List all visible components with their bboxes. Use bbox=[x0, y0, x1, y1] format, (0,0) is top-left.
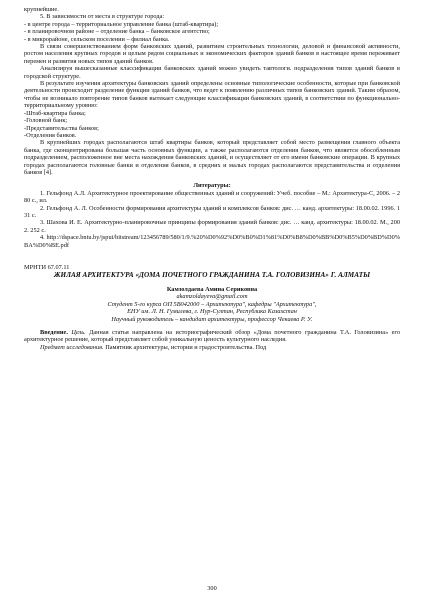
list-item: - в планировочном районе – отделение банка – банковское агентство; bbox=[24, 28, 210, 36]
reference-item: 2. Гельфонд А. Л. Особенности формирования архитектуры зданий и комплексов банков: дис. … канд. архитектуры: 18.00.02. 1996. 131 с. bbox=[24, 204, 400, 219]
intro-text: Данная статья направлена на историографический обзор «Дома почетного гражданина Т.А. Головизина» его архитектурное решение, который представляет собой уникальную ценость культурного наследия. bbox=[24, 329, 400, 344]
reference-item: 3. Шахова И. Е. Архитектурно-планировочные принципы формирования зданий банков: дис. … канд. архитектуры: 18.00.02. М., 2002. 252 с. bbox=[24, 219, 400, 234]
subject-label: Предмет исследования. bbox=[40, 343, 104, 351]
affiliation-line: Студент 5-го курса ОП 5В042000 – Архитектура", кафедры "Архитектура", bbox=[107, 300, 317, 308]
author-email: akamzoldayeva@gmail.com bbox=[176, 293, 248, 301]
intro-goal-label: Цель. bbox=[71, 329, 86, 337]
subject-paragraph bbox=[24, 344, 400, 351]
page-number: 300 bbox=[207, 585, 217, 592]
list-item: -Отделения банков. bbox=[24, 131, 77, 139]
affiliation-line: Научный руководитель – кандидат архитектуры, профессор Чекаева Р. У. bbox=[111, 315, 313, 323]
subject-text: Памятник архитектуры, истории и градостроительства. Под bbox=[105, 343, 267, 351]
list-item: -Головной банк; bbox=[24, 117, 68, 125]
literature-heading: Литературы: bbox=[193, 182, 231, 190]
article-title: ЖИЛАЯ АРХИТЕКТУРА «ДОМА ПОЧЕТНОГО ГРАЖДАНИНА Т.А. ГОЛОВИЗИНА» Г. АЛМАТЫ bbox=[53, 271, 371, 280]
intro-label: Введение. bbox=[40, 329, 68, 337]
list-item: -Представительства банков; bbox=[24, 124, 99, 132]
reference-item: 4. http://dspace.bntu.by/jspui/bitstream/123456789/580/1/9.%20%D0%92%D0%B0%D1%81%D0%B8%D0%BB%D0%B5%D0%BD%D0%BA%D0%BE.pdf bbox=[24, 234, 400, 249]
reference-list bbox=[24, 190, 400, 249]
intro-paragraph bbox=[24, 329, 400, 344]
list-item: - в микрорайоне, сельском поселении – филиал банка. bbox=[24, 35, 170, 43]
mrnti-code: МРНТИ 67.07.11 bbox=[24, 264, 70, 271]
author-name: Камзолдаева Амина Сериковна bbox=[166, 286, 258, 293]
affiliation-line: ЕНУ им. Л. Н. Гумилева, г. Нур-Султан, Республика Казахстан bbox=[127, 308, 297, 316]
paragraph-tautology: Анализируя вышесказанные классификации банковских зданий можно увидеть тавтологи. подразделения типов зданий банков в городской структуре. bbox=[24, 65, 400, 80]
paragraph-cities: В крупнейших городах располагаются штаб квартиры банков, который представляет собой место размещения главного объекта банка, где сконцентрирована большая часть основных функции, а также располагаются отделения банков, что является обособленным подразделением, расположенное вне места нахождения банковских зданий, и осуществляет от его имени банковские операции. В крупных городах располагаются головные банки и отделения банков, в средних и малых городах располагаются представительства и отделения банков [4]. bbox=[24, 139, 400, 176]
reference-item: 1. Гельфонд А.Л. Архитектурное проектирование общественных зданий и сооружений: Учеб. пособие – М.: Архитектура-С, 2006. – 280 с., ил. bbox=[24, 189, 400, 205]
list-item: - в центре города – территориальное управление банка (штаб-квартира); bbox=[24, 20, 219, 28]
list-item: 5. В зависимости от места в структуре города: bbox=[40, 13, 165, 21]
list-item: -Штаб-квартира банка; bbox=[24, 109, 86, 117]
list-item: крупнейшие. bbox=[24, 6, 59, 13]
paragraph-evolution: В связи совершенствованием форм банковских зданий, развитием строительных технологии, деловой и финансовой активности, ростом населения крупных городов и целым рядом социальных и экономических факторов зданий банков в настоящее время переживает перемен и развития новых типов зданий банков. bbox=[24, 43, 400, 65]
paragraph-typology: В результате изучения архитектуры банковских зданий определены основные типологические особенности, которые при банковской деятельности происходит разделение функции зданий банков, что ведет к появлению различных типов банковских зданий. Таким образом, чтобы не возникало повторение типов банков вытекает следующие классификации банковских зданий, в соответствии по функционально-территориальному уровню: bbox=[24, 80, 400, 110]
